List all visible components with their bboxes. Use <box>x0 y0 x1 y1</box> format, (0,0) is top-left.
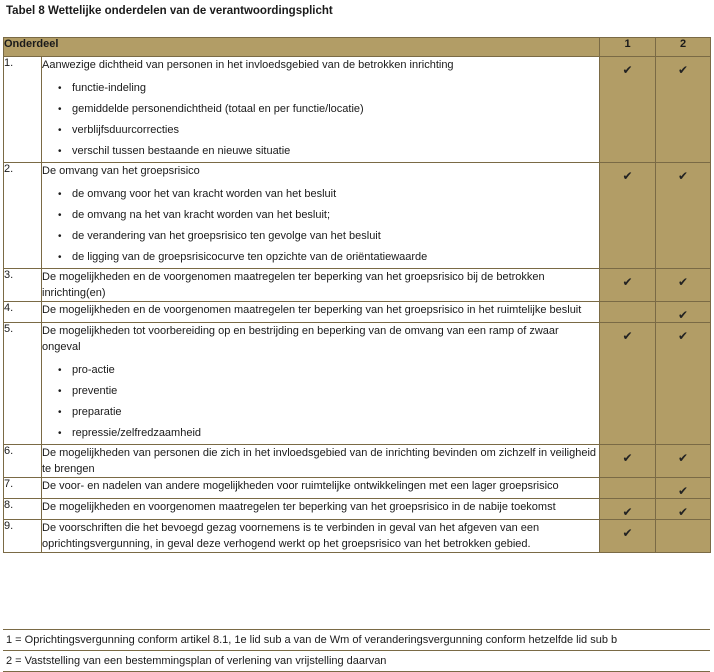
list-item-text: de verandering van het groepsrisico ten gevolge van het besluit <box>72 230 381 242</box>
list-item-text: pro-actie <box>72 364 115 376</box>
table-row <box>4 478 711 499</box>
footnote-divider <box>3 650 710 651</box>
obligations-table <box>3 37 711 553</box>
list-item-text: de omvang voor het van kracht worden van het besluit <box>72 188 337 200</box>
checkmark-icon: ✔ <box>677 169 689 183</box>
row-number: 2. <box>4 163 42 269</box>
table-row <box>4 269 711 302</box>
check-cell-1 <box>600 520 656 553</box>
checkmark-icon: ✔ <box>677 451 689 465</box>
check-cell-2 <box>656 478 711 499</box>
bullet-icon: • <box>58 428 62 439</box>
table-row <box>4 323 711 445</box>
check-cell-1 <box>600 302 656 323</box>
footnote-divider <box>3 629 710 630</box>
bullet-icon: • <box>58 125 62 136</box>
bullet-icon: • <box>58 252 62 263</box>
checkmark-icon: ✔ <box>677 275 689 289</box>
check-cell-2 <box>656 520 711 553</box>
checkmark-icon: ✔ <box>622 169 633 183</box>
row-description: De voorschriften die het bevoegd gezag voornemens is te verbinden in geval van het afgeven van een oprichtingsvergunning, in geval deze verhogend werkt op het groepsrisico van het betrokken gebied. <box>42 522 540 550</box>
sub-item-list <box>42 78 599 162</box>
checkmark-icon: ✔ <box>677 329 689 343</box>
row-number: 6. <box>4 445 42 478</box>
header-onderdeel: Onderdeel <box>4 38 600 57</box>
check-cell-2 <box>656 269 711 302</box>
check-cell-2 <box>656 323 711 445</box>
row-description: De mogelijkheden en voorgenomen maatregelen ter beperking van het groepsrisico in de nabije toekomst <box>42 501 556 513</box>
list-item <box>58 141 599 162</box>
list-item <box>58 99 599 120</box>
list-item <box>58 423 599 444</box>
table-row <box>4 499 711 520</box>
row-description: De mogelijkheden tot voorbereiding op en bestrijding en beperking van de omvang van een ramp of zwaar ongeval <box>42 325 559 353</box>
row-description-cell <box>42 163 600 269</box>
checkmark-icon: ✔ <box>677 63 689 77</box>
row-number: 9. <box>4 520 42 553</box>
list-item <box>58 360 599 381</box>
list-item <box>58 402 599 423</box>
checkmark-icon: ✔ <box>622 63 633 77</box>
row-description-cell <box>42 57 600 163</box>
check-cell-2 <box>656 302 711 323</box>
row-number: 3. <box>4 269 42 302</box>
row-description: De mogelijkheden en de voorgenomen maatregelen ter beperking van het groepsrisico in het ruimtelijke besluit <box>42 304 582 316</box>
list-item <box>58 120 599 141</box>
list-item-text: de omvang na het van kracht worden van het besluit; <box>72 209 331 221</box>
row-description-cell <box>42 269 600 302</box>
row-description-cell <box>42 520 600 553</box>
check-cell-1 <box>600 57 656 163</box>
table-row <box>4 302 711 323</box>
bullet-icon: • <box>58 146 62 157</box>
row-number: 8. <box>4 499 42 520</box>
check-cell-2 <box>656 163 711 269</box>
row-number: 5. <box>4 323 42 445</box>
row-description-cell <box>42 302 600 323</box>
check-cell-2 <box>656 499 711 520</box>
check-cell-2 <box>656 57 711 163</box>
check-cell-1 <box>600 269 656 302</box>
table-row <box>4 445 711 478</box>
check-cell-1 <box>600 445 656 478</box>
row-description-cell <box>42 445 600 478</box>
list-item <box>58 247 599 268</box>
check-cell-1 <box>600 478 656 499</box>
bullet-icon: • <box>58 386 62 397</box>
bullet-icon: • <box>58 189 62 200</box>
list-item <box>58 184 599 205</box>
table-row <box>4 520 711 553</box>
check-cell-2 <box>656 445 711 478</box>
row-description-cell <box>42 478 600 499</box>
row-description: Aanwezige dichtheid van personen in het invloedsgebied van de betrokken inrichting <box>42 59 454 71</box>
list-item-text: functie-indeling <box>72 82 146 94</box>
checkmark-icon: ✔ <box>677 484 689 498</box>
table-row <box>4 163 711 269</box>
sub-item-list <box>42 184 599 268</box>
footnote-2: 2 = Vaststelling van een bestemmingsplan of verlening van vrijstelling daarvan <box>6 655 387 667</box>
row-description: De mogelijkheden en de voorgenomen maatregelen ter beperking van het groepsrisico bij de betrokken inrichting(en) <box>42 271 545 299</box>
checkmark-icon: ✔ <box>622 526 633 540</box>
list-item-text: verschil tussen bestaande en nieuwe situatie <box>72 145 291 157</box>
sub-item-list <box>42 360 599 444</box>
list-item <box>58 226 599 247</box>
list-item <box>58 381 599 402</box>
footnote-1: 1 = Oprichtingsvergunning conform artikel 8.1, 1e lid sub a van de Wm of veranderingsvergunning conform hetzelfde lid sub b <box>6 634 618 646</box>
table-row <box>4 57 711 163</box>
list-item-text: preparatie <box>72 406 122 418</box>
list-item-text: repressie/zelfredzaamheid <box>72 427 202 439</box>
row-number: 4. <box>4 302 42 323</box>
list-item <box>58 205 599 226</box>
header-col-1: 1 <box>600 38 656 57</box>
list-item-text: de ligging van de groepsrisicocurve ten opzichte van de oriëntatiewaarde <box>72 251 428 263</box>
checkmark-icon: ✔ <box>677 308 689 322</box>
checkmark-icon: ✔ <box>622 329 633 343</box>
row-description-cell <box>42 323 600 445</box>
bullet-icon: • <box>58 83 62 94</box>
bullet-icon: • <box>58 407 62 418</box>
bullet-icon: • <box>58 365 62 376</box>
checkmark-icon: ✔ <box>622 275 633 289</box>
row-description-cell <box>42 499 600 520</box>
table-header-row <box>4 38 711 57</box>
bullet-icon: • <box>58 231 62 242</box>
row-description: De voor- en nadelen van andere mogelijkheden voor ruimtelijke ontwikkelingen met een lager groepsrisico <box>42 480 559 492</box>
table-caption: Tabel 8 Wettelijke onderdelen van de verantwoordingsplicht <box>6 5 333 17</box>
row-number: 1. <box>4 57 42 163</box>
list-item <box>58 78 599 99</box>
checkmark-icon: ✔ <box>622 451 633 465</box>
check-cell-1 <box>600 163 656 269</box>
row-number: 7. <box>4 478 42 499</box>
header-col-2: 2 <box>656 38 711 57</box>
row-description: De omvang van het groepsrisico <box>42 165 200 177</box>
bullet-icon: • <box>58 104 62 115</box>
list-item-text: preventie <box>72 385 118 397</box>
check-cell-1 <box>600 323 656 445</box>
bullet-icon: • <box>58 210 62 221</box>
check-cell-1 <box>600 499 656 520</box>
list-item-text: gemiddelde personendichtheid (totaal en per functie/locatie) <box>72 103 364 115</box>
checkmark-icon: ✔ <box>677 505 689 519</box>
list-item-text: verblijfsduurcorrecties <box>72 124 179 136</box>
checkmark-icon: ✔ <box>622 505 633 519</box>
row-description: De mogelijkheden van personen die zich in het invloedsgebied van de inrichting bevinden om zichzelf in veiligheid te brengen <box>42 447 597 475</box>
